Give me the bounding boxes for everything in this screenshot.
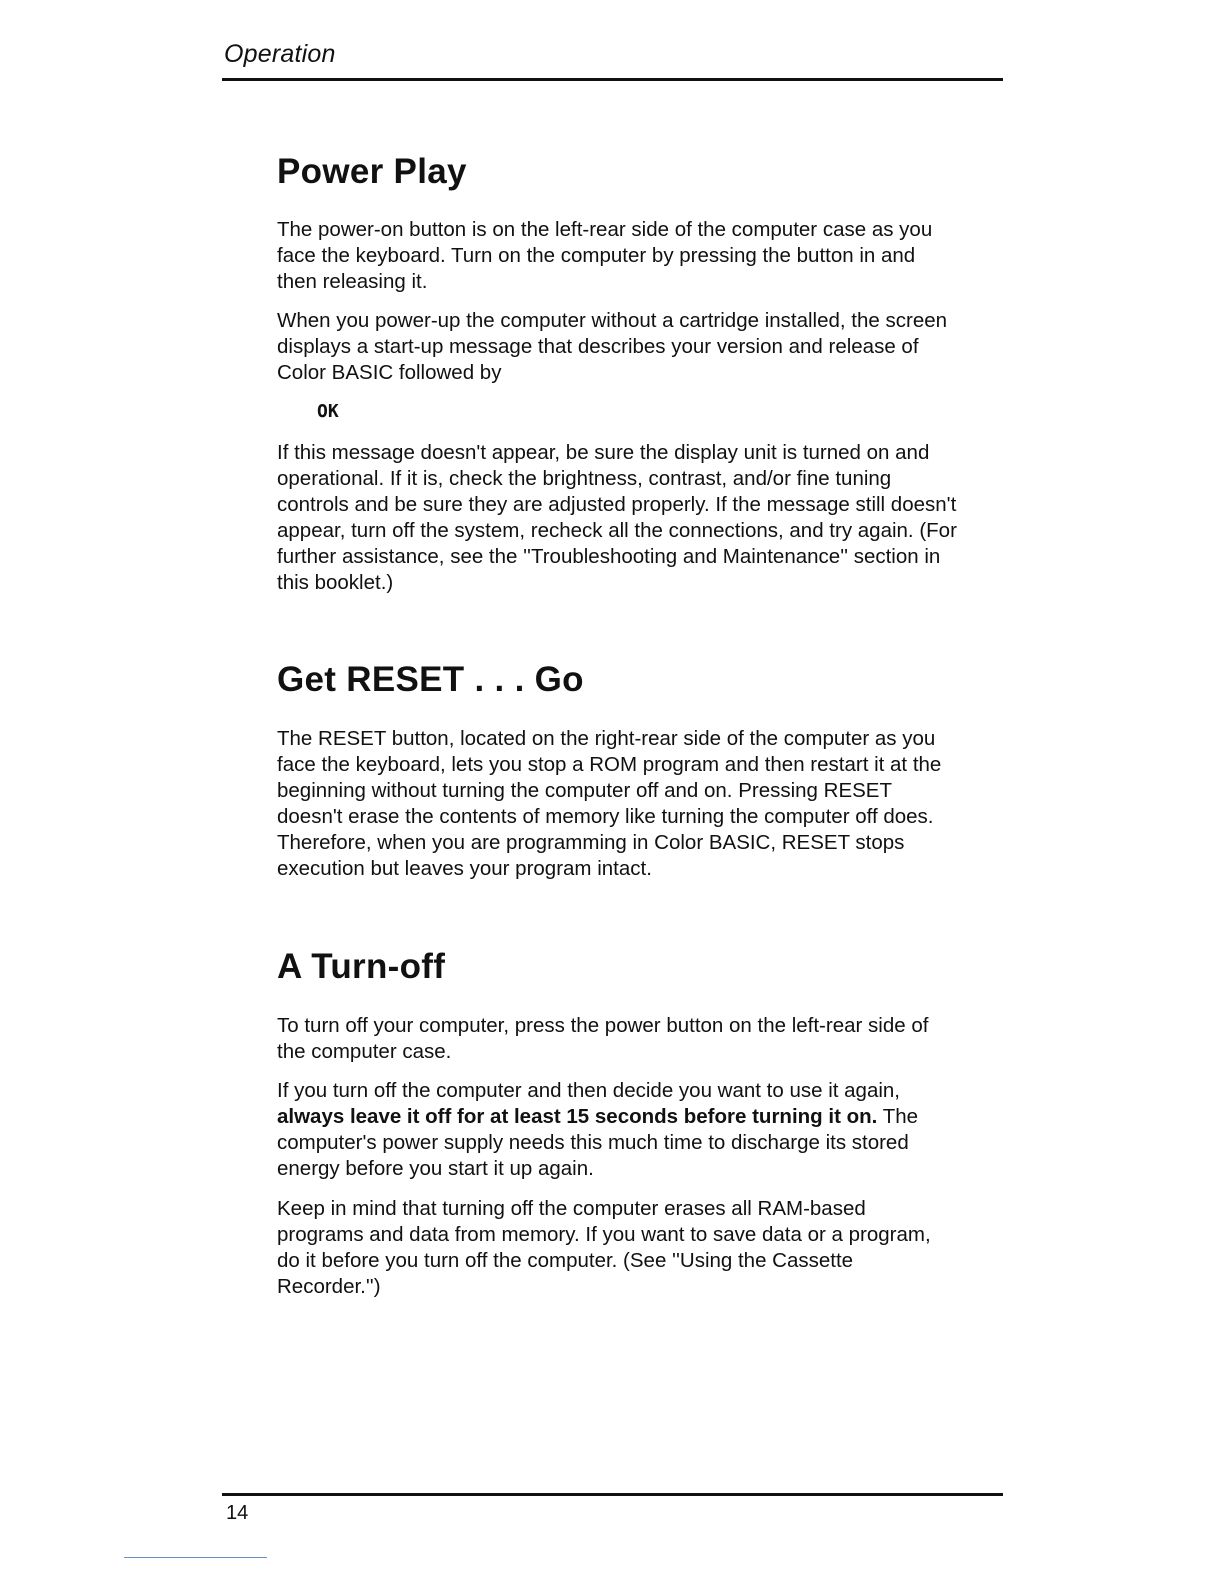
turn-off-paragraph-3: Keep in mind that turning off the computer erases all RAM-based programs and data from memory. If you want to save data or a program, do it before you turn off the computer. (See ''Using the Cassette Recorder.'') [277,1197,931,1298]
scan-edge-mark [124,1557,267,1558]
ok-prompt: OK [317,401,339,422]
warning-emphasis: always leave it off for at least 15 seconds before turning it on. [277,1105,878,1128]
section-title-turn-off: A Turn-off [277,947,446,986]
footer-rule [222,1493,1003,1496]
warning-rest: The computer's power supply needs this much time to discharge its stored energy before you start it up again. [277,1105,919,1180]
header-rule [222,78,1003,81]
page-number: 14 [226,1502,249,1524]
get-reset-paragraph-1: The RESET button, located on the right-rear side of the computer as you face the keyboard, lets you stop a ROM program and then restart it at the beginning without turning the computer off and on. Pressing RESET doesn't erase the contents of memory like turning the computer off does. Therefore, when you are programming in Color BASIC, RESET stops execution but leaves your program intact. [277,727,942,880]
power-play-paragraph-3: If this message doesn't appear, be sure the display unit is turned on and operational. If it is, check the brightness, contrast, and/or fine tuning controls and be sure they are adjusted properly. If the message still doesn't appear, turn off the system, recheck all the connections, and try again. (For further assistance, see the ''Troubleshooting and Maintenance'' section in this booklet.) [277,441,957,594]
power-play-paragraph-2: When you power-up the computer without a cartridge installed, the screen displays a start-up message that describes your version and release of Color BASIC followed by [277,309,948,384]
power-play-paragraph-1: The power-on button is on the left-rear side of the computer case as you face the keyboard. Turn on the computer by pressing the button in and then releasing it. [277,218,933,293]
warning-lead: If you turn off the computer and then decide you want to use it again, [277,1079,900,1102]
section-title-get-reset: Get RESET . . . Go [277,660,584,699]
running-header: Operation [224,40,336,68]
turn-off-paragraph-1: To turn off your computer, press the power button on the left-rear side of the computer case. [277,1014,929,1063]
section-title-power-play: Power Play [277,152,467,191]
turn-off-warning-paragraph [277,1078,957,1182]
